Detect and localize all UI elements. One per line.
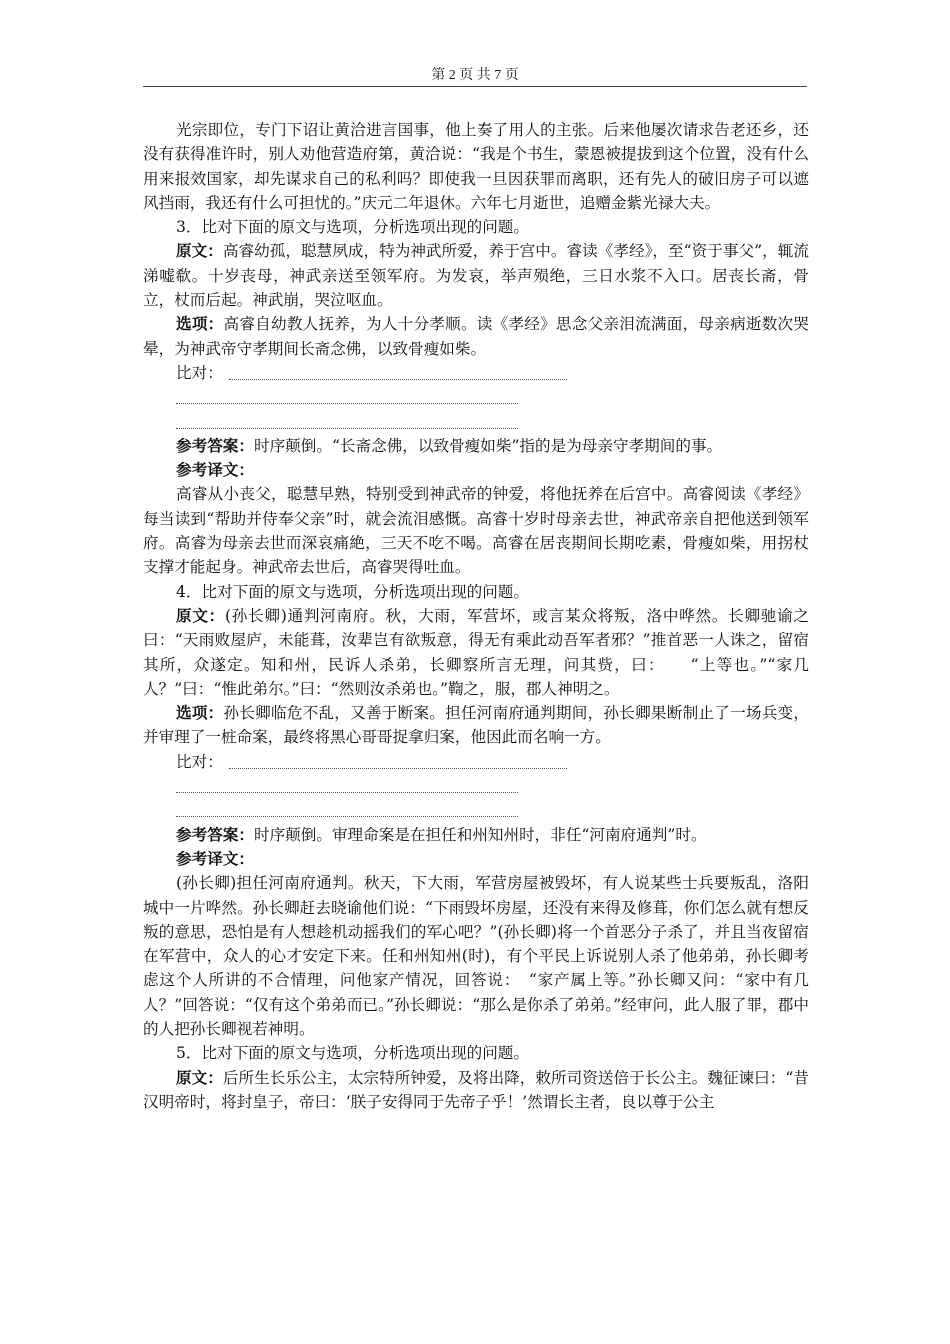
q3-compare-row xyxy=(143,361,809,385)
translation-continuation: 光宗即位，专门下诏让黄洽进言国事，他上奏了用人的主张。后来他屡次请求告老还乡，还没有获得准许时，别人劝他营造府第，黄洽说：“我是个书生，蒙恩被提拔到这个位置，没有什么用来报效国家，却先谋求自己的私利吗？即使我一旦因获罪而离职，还有先人的破旧房子可以遮风挡雨，我还有什么可担忧的。”庆元二年退休。六年七月逝世，追赠金紫光禄大夫。 xyxy=(143,121,809,212)
q5-title: 5．比对下面的原文与选项，分析选项出现的问题。 xyxy=(176,1044,529,1063)
q4-blank-row-2 xyxy=(143,774,809,798)
q5-original-text: 后所生长乐公主，太宗特所钟爱，及将出降，敕所司资送倍于长公主。魏征谏曰：“昔汉明帝时，将封皇子，帝曰：‘朕子安得同于先帝子乎！’然谓长主者，良以尊于公主 xyxy=(143,1068,809,1111)
q4-translation-text: (孙长卿)担任河南府通判。秋天，下大雨，军营房屋被毁坏，有人说某些士兵要叛乱，洛阳城中一片哗然。孙长卿赶去晓谕他们说：“下雨毁坏房屋，还没有来得及修葺，你们怎么就有想反叛的意思，恐怕是有人想趁机动摇我们的军心吧？”(孙长卿)将一个首恶分子杀了，并且当夜留宿在军营中，众人的心才安定下来。任和州知州(时)，有个平民上诉说别人杀了他弟弟，孙长卿考虑这个人所讲的不合情理，问他家产情况，回答说： “家产属上等。”孙长卿又问：“家中有几人？”回答说：“仅有这个弟弟而已。”孙长卿说：“那么是你杀了弟弟。”经审问，此人服了罪，郡中的人把孙长卿视若神明。 xyxy=(143,874,809,1038)
q4-compare-label: 比对： xyxy=(176,752,223,771)
document-body xyxy=(143,118,809,1114)
q4-option xyxy=(143,701,809,750)
q3-original-text: 高睿幼孤，聪慧夙成，特为神武所爱，养于宫中。睿读《孝经》，至“资于事父”，辄流涕嘘欷。十岁丧母，神武亲送至领军府。为发哀，举声殒绝，三日水浆不入口。居丧长斋，骨立，杖而后起。神武崩，哭泣呕血。 xyxy=(143,242,809,310)
header-divider xyxy=(143,86,807,87)
q3-answer-label: 参考答案： xyxy=(176,435,254,455)
q3-title: 3．比对下面的原文与选项，分析选项出现的问题。 xyxy=(176,218,529,237)
q4-blank-row-3 xyxy=(143,798,809,822)
q3-translation-label: 参考译文： xyxy=(176,460,254,480)
q3-translation-text: 高睿从小丧父，聪慧早熟，特别受到神武帝的钟爱，将他抚养在后宫中。高睿阅读《孝经》每当读到“帮助并侍奉父亲”时，就会流泪感慨。高睿十岁时母亲去世，神武帝亲自把他送到领军府。高睿为母亲去世而深哀痛絶，三天不吃不喝。高睿在居丧期间长期吃素，骨瘦如柴，用拐杖支撑才能起身。神武帝去世后，高睿哭得吐血。 xyxy=(143,485,809,577)
q4-answer-text: 时序颠倒。审理命案是在担任和州知州时，非任“河南府通判”时。 xyxy=(253,825,707,844)
q3-blank-row-2 xyxy=(143,385,809,409)
q4-title: 4．比对下面的原文与选项，分析选项出现的问题。 xyxy=(176,582,529,601)
q4-answer-line-3[interactable] xyxy=(176,816,518,817)
q4-original xyxy=(143,604,809,701)
q4-answer xyxy=(143,823,809,847)
q3-answer-line-2[interactable] xyxy=(176,403,518,404)
q4-original-label: 原文： xyxy=(176,605,225,625)
q4-original-text: (孙长卿)通判河南府。秋，大雨，军营坏，或言某众将叛，洛中哗然。长卿驰谕之曰：“天雨败屋庐，未能葺，汝辈岂有欲叛意，得无有乘此动吾军者邪？”推首恶一人诛之，留宿其所，众遂定。知和州，民诉人杀弟，长卿察所言无理，问其赀，曰： “上等也。”“家几人？”曰：“惟此弟尔。”曰：“然则汝杀弟也。”鞫之，服，郡人神明之。 xyxy=(143,606,809,698)
q4-option-text: 孙长卿临危不乱，又善于断案。担任河南府通判期间，孙长卿果断制止了一场兵变，并审理了一桩命案，最终将黑心哥哥捉拿归案，他因此而名响一方。 xyxy=(143,704,809,747)
q3-answer-line-1[interactable] xyxy=(229,379,567,380)
q3-option xyxy=(143,312,809,361)
q4-answer-label: 参考答案： xyxy=(176,824,254,844)
q3-option-label: 选项： xyxy=(176,314,224,334)
q3-answer-text: 时序颠倒。“长斋念佛，以致骨瘦如柴”指的是为母亲守孝期间的事。 xyxy=(253,436,723,455)
q3-option-text: 高睿自幼教人抚养，为人十分孝顺。读《孝经》思念父亲泪流满面，母亲病逝数次哭晕，为神武帝守孝期间长斋念佛，以致骨瘦如柴。 xyxy=(143,315,809,358)
q3-original-label: 原文： xyxy=(176,241,223,261)
q4-compare-row xyxy=(143,750,809,774)
q3-blank-row-3 xyxy=(143,410,809,434)
q4-translation-label: 参考译文： xyxy=(176,848,254,868)
q3-answer xyxy=(143,434,809,458)
q3-compare-label: 比对： xyxy=(176,363,223,382)
q5-original xyxy=(143,1066,809,1115)
q4-answer-line-1[interactable] xyxy=(229,768,567,769)
q3-answer-line-3[interactable] xyxy=(176,428,518,429)
page-header: 第 2 页 共 7 页 xyxy=(431,68,519,83)
q5-original-label: 原文： xyxy=(176,1067,223,1087)
q4-option-label: 选项： xyxy=(176,703,224,723)
q3-original xyxy=(143,239,809,312)
q4-answer-line-2[interactable] xyxy=(176,792,518,793)
